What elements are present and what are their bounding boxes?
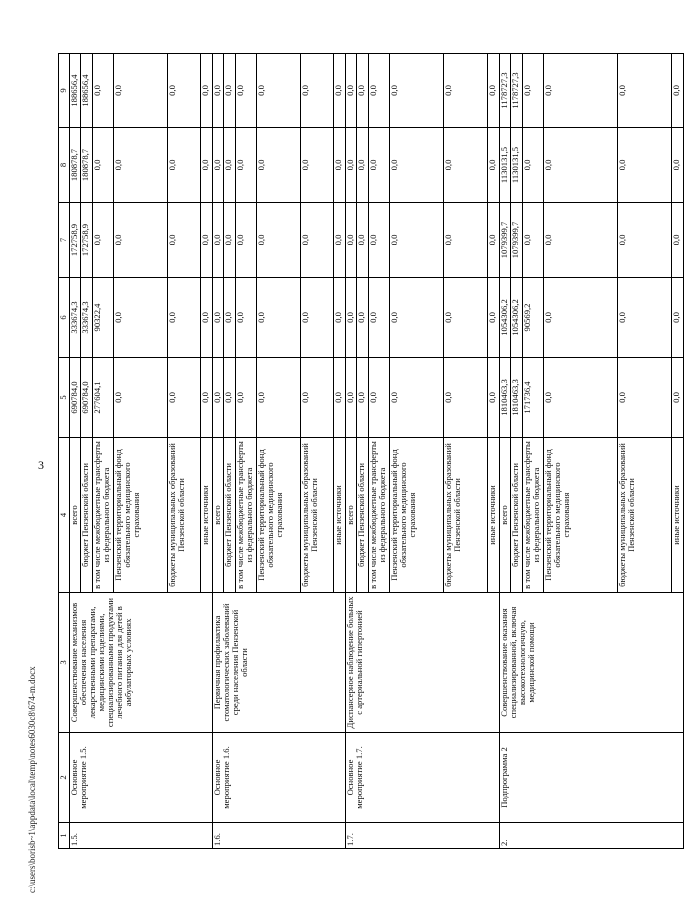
budget-table (58, 53, 684, 849)
amount-cell: 0,0 (168, 128, 201, 203)
table-row (500, 54, 511, 849)
amount-cell: 0,0 (301, 358, 334, 438)
amount-cell: 0,0 (236, 203, 257, 278)
funding-source-cell: бюджет Пензенской области (81, 438, 93, 593)
amount-cell: 0,0 (357, 358, 369, 438)
amount-cell: 0,0 (114, 203, 168, 278)
amount-cell: 0,0 (201, 358, 213, 438)
amount-cell: 0,0 (213, 54, 224, 128)
amount-cell: 0,0 (672, 128, 684, 203)
amount-cell: 690784,0 (70, 358, 81, 438)
amount-cell: 0,0 (334, 54, 346, 128)
header-cell: 3 (59, 593, 70, 733)
amount-cell: 0,0 (618, 54, 672, 128)
amount-cell: 0,0 (213, 358, 224, 438)
amount-cell: 0,0 (224, 128, 236, 203)
amount-cell: 0,0 (444, 128, 488, 203)
amount-cell: 0,0 (369, 358, 390, 438)
amount-cell: 0,0 (390, 278, 444, 358)
amount-cell: 277604,1 (93, 358, 114, 438)
amount-cell: 0,0 (544, 358, 618, 438)
funding-source-cell: иные источники (488, 438, 500, 593)
amount-cell: 0,0 (369, 278, 390, 358)
activity-title-cell: Диспансерное наблюдение больных с артериальной гипертонией (346, 593, 500, 733)
funding-source-cell: бюджеты муниципальных образований Пензенской области (301, 438, 334, 593)
funding-source-cell: всего (213, 438, 224, 593)
amount-cell: 690784,0 (81, 358, 93, 438)
amount-cell: 0,0 (523, 203, 544, 278)
table-row (213, 54, 224, 849)
funding-source-cell: бюджеты муниципальных образований Пензенской области (618, 438, 672, 593)
amount-cell: 0,0 (488, 278, 500, 358)
funding-source-cell: Пензенский территориальный фонд обязательного медицинского страхования (114, 438, 168, 593)
amount-cell: 1054306,2 (511, 278, 523, 358)
amount-cell: 0,0 (201, 278, 213, 358)
amount-cell: 0,0 (544, 278, 618, 358)
amount-cell: 1178727,3 (500, 54, 511, 128)
header-cell: 9 (59, 54, 70, 128)
amount-cell: 0,0 (488, 128, 500, 203)
activity-type-cell: Основное мероприятие 1.6. (213, 733, 346, 823)
activity-type-cell: Основное мероприятие 1.5. (70, 733, 213, 823)
funding-source-cell: бюджет Пензенской области (511, 438, 523, 593)
amount-cell: 0,0 (236, 128, 257, 203)
amount-cell: 172758,9 (70, 203, 81, 278)
amount-cell: 180878,7 (81, 128, 93, 203)
page-number: 3 (38, 458, 44, 472)
table-row (346, 54, 357, 849)
amount-cell: 0,0 (618, 128, 672, 203)
amount-cell: 0,0 (301, 128, 334, 203)
amount-cell: 188656,4 (81, 54, 93, 128)
amount-cell: 0,0 (390, 54, 444, 128)
amount-cell: 0,0 (236, 278, 257, 358)
amount-cell: 0,0 (257, 358, 301, 438)
amount-cell: 0,0 (444, 54, 488, 128)
funding-source-cell: иные источники (201, 438, 213, 593)
header-cell: 1 (59, 823, 70, 849)
amount-cell: 0,0 (672, 278, 684, 358)
amount-cell: 0,0 (114, 358, 168, 438)
amount-cell: 0,0 (346, 358, 357, 438)
amount-cell: 0,0 (213, 203, 224, 278)
amount-cell: 0,0 (346, 54, 357, 128)
amount-cell: 0,0 (544, 203, 618, 278)
funding-source-cell: иные источники (672, 438, 684, 593)
rotated-table-container (58, 54, 681, 849)
amount-cell: 0,0 (618, 203, 672, 278)
amount-cell: 0,0 (224, 278, 236, 358)
amount-cell: 0,0 (523, 54, 544, 128)
amount-cell: 333674,3 (81, 278, 93, 358)
header-cell: 4 (59, 438, 70, 593)
amount-cell: 172758,9 (81, 203, 93, 278)
funding-source-cell: всего (346, 438, 357, 593)
header-cell: 2 (59, 733, 70, 823)
funding-source-cell: бюджет Пензенской области (224, 438, 236, 593)
amount-cell: 0,0 (346, 203, 357, 278)
amount-cell: 0,0 (346, 278, 357, 358)
amount-cell: 0,0 (114, 278, 168, 358)
funding-source-cell: бюджеты муниципальных образований Пензенской области (444, 438, 488, 593)
amount-cell: 0,0 (444, 358, 488, 438)
funding-source-cell: Пензенский территориальный фонд обязательного медицинского страхования (544, 438, 618, 593)
row-number-cell: 1.7. (346, 823, 500, 849)
amount-cell: 0,0 (346, 128, 357, 203)
amount-cell: 0,0 (369, 128, 390, 203)
amount-cell: 0,0 (168, 203, 201, 278)
amount-cell: 0,0 (257, 128, 301, 203)
row-number-cell: 1.5. (70, 823, 213, 849)
amount-cell: 1810463,3 (500, 358, 511, 438)
amount-cell: 0,0 (672, 54, 684, 128)
header-row (59, 54, 70, 849)
amount-cell: 0,0 (618, 358, 672, 438)
amount-cell: 0,0 (488, 358, 500, 438)
amount-cell: 0,0 (523, 128, 544, 203)
funding-source-cell: в том числе межбюджетные трансферты из федерального бюджета (93, 438, 114, 593)
activity-title-cell: Совершенствование механизмов обеспечения населения лекарственными препаратами, медицинскими изделиями, специализированными продуктами лечебного питания для детей в амбулаторных условиях (70, 593, 213, 733)
amount-cell: 0,0 (201, 54, 213, 128)
activity-type-cell: Подпрограмма 2 (500, 733, 684, 823)
amount-cell: 0,0 (334, 203, 346, 278)
amount-cell: 0,0 (488, 54, 500, 128)
amount-cell: 0,0 (357, 278, 369, 358)
amount-cell: 0,0 (444, 278, 488, 358)
amount-cell: 0,0 (224, 54, 236, 128)
amount-cell: 0,0 (213, 278, 224, 358)
amount-cell: 0,0 (334, 358, 346, 438)
funding-source-cell: иные источники (334, 438, 346, 593)
amount-cell: 180878,7 (70, 128, 81, 203)
funding-source-cell: всего (500, 438, 511, 593)
funding-source-cell: в том числе межбюджетные трансферты из федерального бюджета (369, 438, 390, 593)
funding-source-cell: в том числе межбюджетные трансферты из федерального бюджета (236, 438, 257, 593)
amount-cell: 0,0 (301, 203, 334, 278)
amount-cell: 0,0 (301, 54, 334, 128)
amount-cell: 0,0 (114, 54, 168, 128)
amount-cell: 0,0 (618, 278, 672, 358)
amount-cell: 0,0 (114, 128, 168, 203)
amount-cell: 0,0 (257, 278, 301, 358)
amount-cell: 0,0 (93, 128, 114, 203)
amount-cell: 0,0 (93, 203, 114, 278)
row-number-cell: 2. (500, 823, 684, 849)
amount-cell: 0,0 (672, 358, 684, 438)
amount-cell: 0,0 (168, 54, 201, 128)
amount-cell: 188656,4 (70, 54, 81, 128)
amount-cell: 0,0 (201, 128, 213, 203)
amount-cell: 0,0 (390, 128, 444, 203)
amount-cell: 0,0 (168, 358, 201, 438)
amount-cell: 0,0 (257, 203, 301, 278)
activity-type-cell: Основное мероприятие 1.7. (346, 733, 500, 823)
amount-cell: 0,0 (369, 203, 390, 278)
amount-cell: 0,0 (257, 54, 301, 128)
amount-cell: 1130131,5 (511, 128, 523, 203)
amount-cell: 0,0 (334, 278, 346, 358)
header-cell: 5 (59, 358, 70, 438)
amount-cell: 0,0 (168, 278, 201, 358)
funding-source-cell: бюджеты муниципальных образований Пензенской области (168, 438, 201, 593)
amount-cell: 0,0 (544, 54, 618, 128)
funding-source-cell: бюджет Пензенской области (357, 438, 369, 593)
funding-source-cell: всего (70, 438, 81, 593)
amount-cell: 0,0 (544, 128, 618, 203)
activity-title-cell: Первичная профилактика стоматологических заболеваний среди населения Пензенской области (213, 593, 346, 733)
amount-cell: 90322,4 (93, 278, 114, 358)
amount-cell: 0,0 (357, 54, 369, 128)
amount-cell: 0,0 (444, 203, 488, 278)
amount-cell: 1079399,7 (500, 203, 511, 278)
amount-cell: 171736,4 (523, 358, 544, 438)
table-row (70, 54, 81, 849)
amount-cell: 0,0 (334, 128, 346, 203)
amount-cell: 1054306,2 (500, 278, 511, 358)
amount-cell: 0,0 (201, 203, 213, 278)
amount-cell: 0,0 (357, 203, 369, 278)
amount-cell: 0,0 (488, 203, 500, 278)
amount-cell: 1810463,3 (511, 358, 523, 438)
funding-source-cell: в том числе межбюджетные трансферты из федерального бюджета (523, 438, 544, 593)
funding-source-cell: Пензенский территориальный фонд обязательного медицинского страхования (257, 438, 301, 593)
activity-title-cell: Совершенствование оказания специализированной, включая высокотехнологичную, медицинской помощи (500, 593, 684, 733)
amount-cell: 0,0 (672, 203, 684, 278)
amount-cell: 333674,3 (70, 278, 81, 358)
amount-cell: 0,0 (390, 203, 444, 278)
amount-cell: 0,0 (213, 128, 224, 203)
header-cell: 7 (59, 203, 70, 278)
amount-cell: 0,0 (224, 358, 236, 438)
amount-cell: 0,0 (369, 54, 390, 128)
amount-cell: 1178727,3 (511, 54, 523, 128)
row-number-cell: 1.6. (213, 823, 346, 849)
amount-cell: 0,0 (301, 278, 334, 358)
amount-cell: 1130131,5 (500, 128, 511, 203)
amount-cell: 90569,2 (523, 278, 544, 358)
amount-cell: 0,0 (93, 54, 114, 128)
amount-cell: 0,0 (390, 358, 444, 438)
footer-file-path: c:\users\borisb~1\appdata\local\temp\notes6030c8\674-m.docx (27, 666, 37, 893)
amount-cell: 0,0 (357, 128, 369, 203)
amount-cell: 0,0 (236, 358, 257, 438)
amount-cell: 1079399,7 (511, 203, 523, 278)
funding-source-cell: Пензенский территориальный фонд обязательного медицинского страхования (390, 438, 444, 593)
amount-cell: 0,0 (236, 54, 257, 128)
header-cell: 6 (59, 278, 70, 358)
header-cell: 8 (59, 128, 70, 203)
amount-cell: 0,0 (224, 203, 236, 278)
